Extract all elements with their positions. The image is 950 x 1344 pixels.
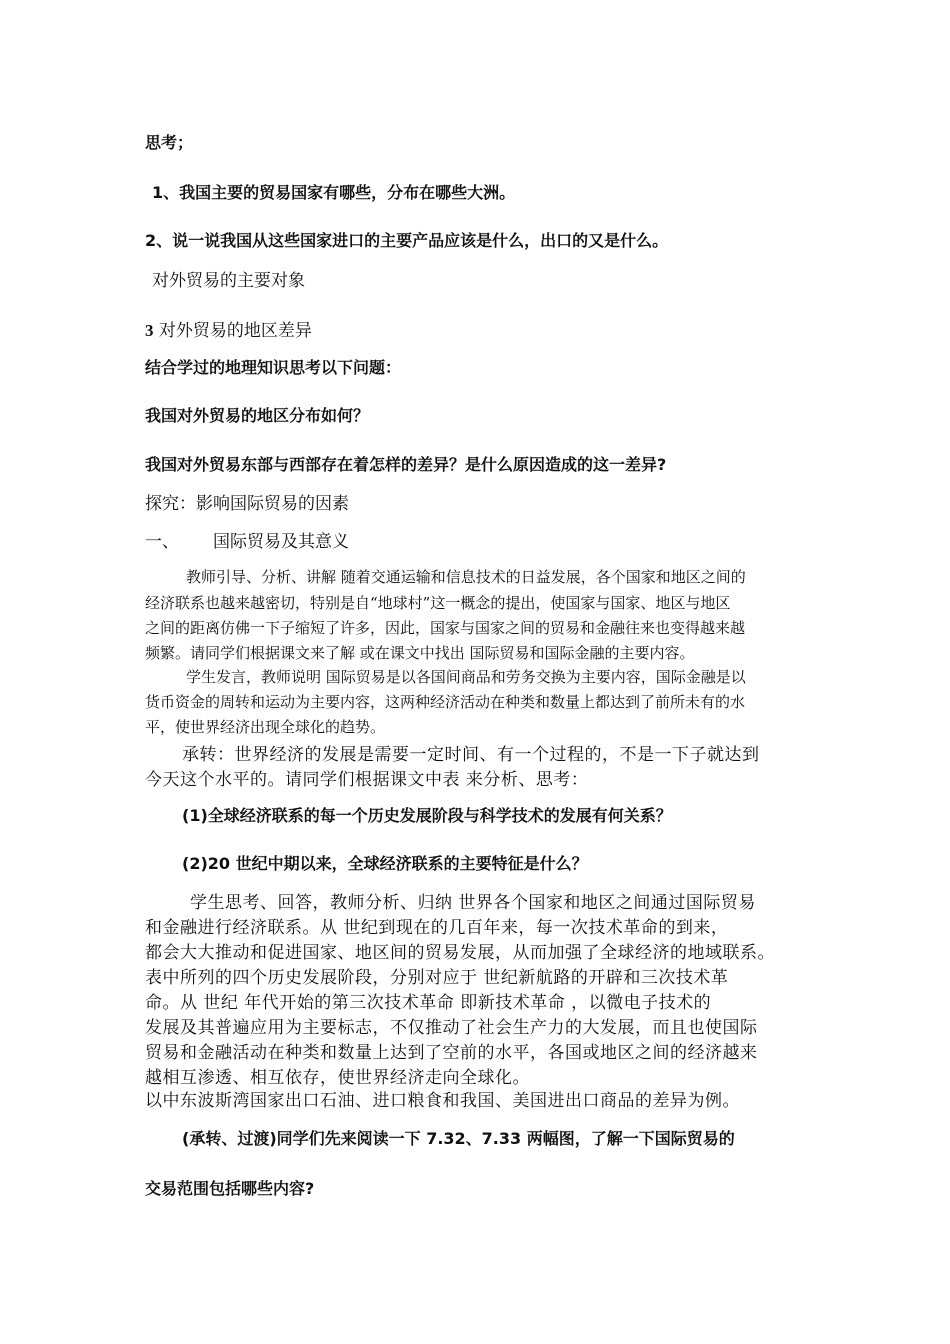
section-title: 对外贸易的地区差异 xyxy=(153,321,312,341)
paragraph-4-line-1: 学生思考、回答，教师分析、归纳 世界各个国家和地区之间通过国际贸易 xyxy=(190,893,756,913)
paragraph-4-line-3: 都会大大推动和促进国家、地区间的贸易发展，从而加强了全球经济的地域联系。 xyxy=(145,943,775,963)
paragraph-1-line-3: 之间的距离仿佛一下子缩短了许多，因此，国家与国家之间的贸易和金融往来也变得越来越 xyxy=(145,619,746,637)
section-number: 3 xyxy=(145,321,154,340)
subheading-trade-partners: 对外贸易的主要对象 xyxy=(152,271,305,291)
explore-heading: 探究：影响国际贸易的因素 xyxy=(145,494,349,514)
paragraph-4-line-7: 贸易和金融活动在种类和数量上达到了空前的水平，各国或地区之间的经济越来 xyxy=(145,1043,758,1063)
paragraph-1-line-4: 频繁。请同学们根据课文来了解 或在课文中找出 国际贸易和国际金融的主要内容。 xyxy=(145,644,695,662)
section-one-heading xyxy=(145,527,349,552)
paragraph-3-line-1: 承转：世界经济的发展是需要一定时间、有一个过程的，不是一下子就达到 xyxy=(182,745,760,765)
paragraph-4-line-6: 发展及其普遍应用为主要标志，不仅推动了社会生产力的大发展，而且也使国际 xyxy=(145,1018,758,1038)
question-1: 1、我国主要的贸易国家有哪些，分布在哪些大洲。 xyxy=(152,183,516,202)
paragraph-6-line-2: 交易范围包括哪些内容? xyxy=(145,1179,315,1198)
question-6: (2)20 世纪中期以来，全球经济联系的主要特征是什么？ xyxy=(182,854,588,873)
paragraph-4-line-8: 越相互渗透、相互依存，使世界经济走向全球化。 xyxy=(145,1068,530,1088)
question-3: 我国对外贸易的地区分布如何？ xyxy=(145,406,370,425)
prompt-line: 结合学过的地理知识思考以下问题： xyxy=(145,358,402,377)
question-2: 2、说一说我国从这些国家进口的主要产品应该是什么，出口的又是什么。 xyxy=(145,231,669,250)
section-3-heading xyxy=(145,316,312,341)
paragraph-1-line-2: 经济联系也越来越密切，特别是自“地球村”这一概念的提出，使国家与国家、地区与地区 xyxy=(145,594,731,612)
heading-think: 思考； xyxy=(145,133,194,152)
paragraph-2-line-3: 平，使世界经济出现全球化的趋势。 xyxy=(145,718,386,736)
section-one-title: 国际贸易及其意义 xyxy=(213,532,349,552)
paragraph-1-line-1: 教师引导、分析、讲解 随着交通运输和信息技术的日益发展，各个国家和地区之间的 xyxy=(186,568,746,586)
paragraph-6-line-1: (承转、过渡)同学们先来阅读一下 7.32、7.33 两幅图，了解一下国际贸易的 xyxy=(182,1129,735,1148)
section-one-number: 一、 xyxy=(145,532,179,552)
paragraph-3-line-2: 今天这个水平的。请同学们根据课文中表 来分析、思考： xyxy=(145,770,589,790)
question-5: (1)全球经济联系的每一个历史发展阶段与科学技术的发展有何关系？ xyxy=(182,806,672,825)
paragraph-4-line-5: 命。从 世纪 年代开始的第三次技术革命 即新技术革命 ，以微电子技术的 xyxy=(145,993,712,1013)
paragraph-4-line-2: 和金融进行经济联系。从 世纪到现在的几百年来，每一次技术革命的到来， xyxy=(145,918,729,938)
paragraph-2-line-1: 学生发言，教师说明 国际贸易是以各国间商品和劳务交换为主要内容，国际金融是以 xyxy=(186,668,746,686)
question-4: 我国对外贸易东部与西部存在着怎样的差异？是什么原因造成的这一差异? xyxy=(145,455,667,474)
paragraph-5: 以中东波斯湾国家出口石油、进口粮食和我国、美国进出口商品的差异为例。 xyxy=(145,1091,740,1111)
paragraph-4-line-4: 表中所列的四个历史发展阶段，分别对应于 世纪新航路的开辟和三次技术革 xyxy=(145,968,729,988)
paragraph-2-line-2: 货币资金的周转和运动为主要内容，这两种经济活动在种类和数量上都达到了前所未有的水 xyxy=(145,693,746,711)
